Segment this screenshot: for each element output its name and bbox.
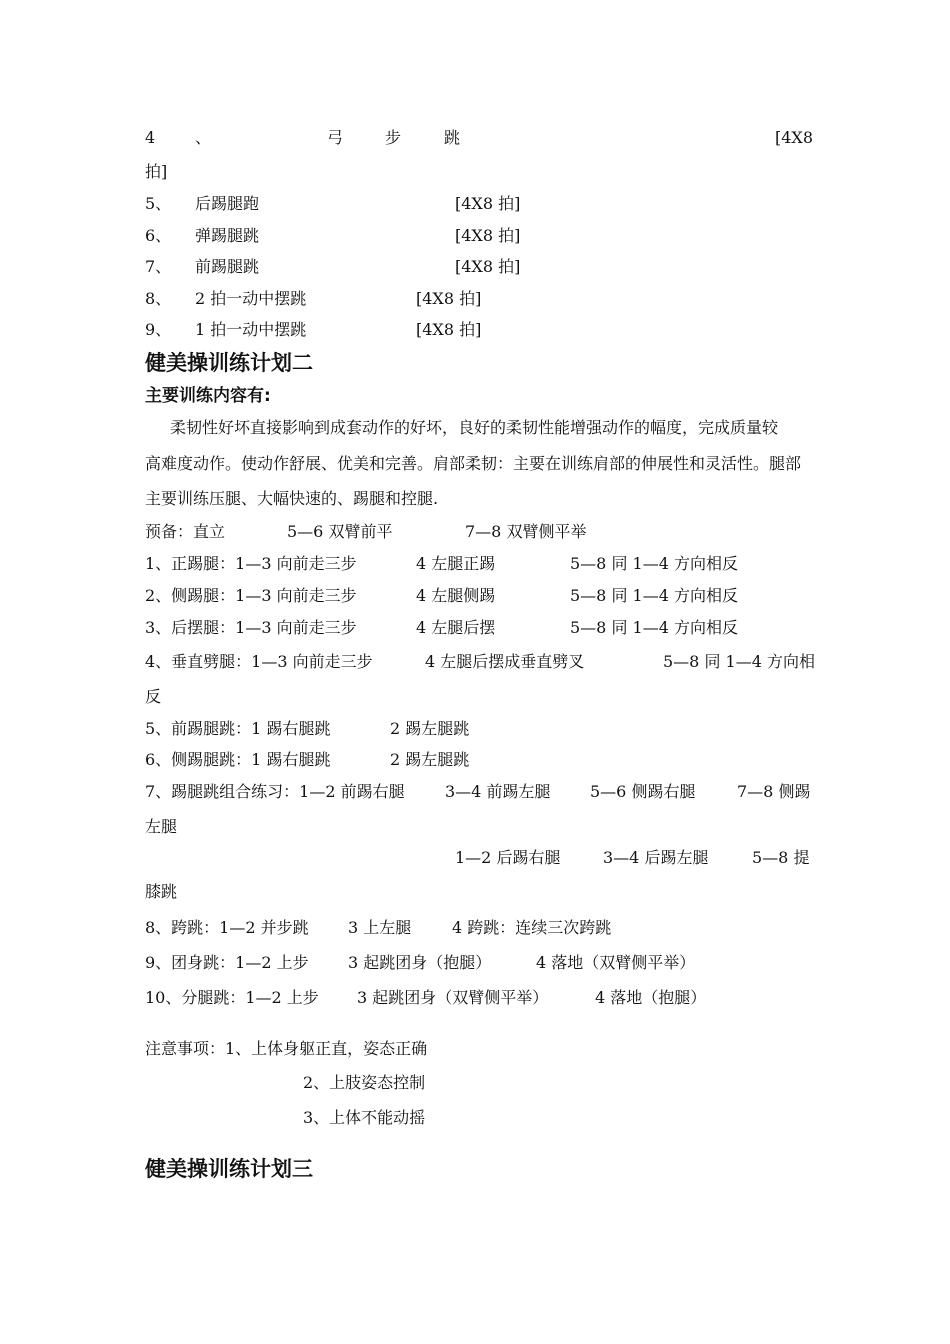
list-item-number: 5、 — [145, 194, 172, 213]
exercise-name: 10、分腿跳：1—2 上步 — [145, 988, 319, 1007]
list-item-number: 6、 — [145, 226, 172, 245]
exercise-name: 2、侧踢腿：1—3 向前走三步 — [145, 586, 357, 605]
exercise-step: 5—6 侧踢右腿 — [590, 782, 696, 801]
prep-label: 预备：直立 — [145, 522, 226, 541]
exercise-step: 4 跨跳：连续三次跨跳 — [452, 918, 612, 937]
list-item-number: 4 — [145, 128, 156, 147]
prep-step: 7—8 双臂侧平举 — [465, 522, 587, 541]
exercise-step: 3 上左腿 — [348, 918, 412, 937]
exercise-step: 1—2 后踢右腿 — [455, 848, 561, 867]
list-item-name: 2 拍一动中摆跳 — [195, 289, 307, 308]
exercise-name: 5、前踢腿跳：1 踢右腿跳 — [145, 719, 331, 738]
list-item-name: 弹踢腿跳 — [195, 226, 260, 245]
list-item-beats: [4X8 — [775, 128, 813, 147]
exercise-step: 2 踢左腿跳 — [390, 719, 470, 738]
list-item-char: 弓 — [327, 128, 344, 147]
list-item-separator: 、 — [195, 128, 212, 147]
list-item-number: 9、 — [145, 320, 172, 339]
exercise-step: 4 左腿后摆成垂直劈叉 — [425, 652, 585, 671]
list-item-name: 后踢腿跑 — [195, 194, 260, 213]
paragraph-line: 主要训练压腿、大幅快速的、踢腿和控腿. — [145, 489, 439, 508]
list-item-name: 1 拍一动中摆跳 — [195, 320, 307, 339]
exercise-step: 4 左腿后摆 — [416, 618, 496, 637]
list-item-beats-wrap: 拍] — [145, 162, 168, 181]
paragraph-line: 高难度动作。使动作舒展、优美和完善。肩部柔韧：主要在训练肩部的伸展性和灵活性。腿部 — [145, 454, 802, 473]
exercise-name: 1、正踢腿：1—3 向前走三步 — [145, 554, 357, 573]
list-item-char: 跳 — [444, 128, 461, 147]
exercise-step-wrap: 反 — [145, 687, 162, 706]
list-item-beats: [4X8 拍] — [455, 226, 521, 245]
section-subheading: 主要训练内容有: — [145, 386, 271, 406]
prep-step: 5—6 双臂前平 — [287, 522, 393, 541]
exercise-name: 8、跨跳：1—2 并步跳 — [145, 918, 309, 937]
exercise-step: 2 踢左腿跳 — [390, 750, 470, 769]
list-item-char: 步 — [385, 128, 402, 147]
exercise-step: 5—8 同 1—4 方向相反 — [570, 586, 738, 605]
exercise-step: 4 落地（双臂侧平举） — [536, 953, 696, 972]
exercise-step: 5—8 同 1—4 方向相反 — [570, 618, 738, 637]
section-heading: 健美操训练计划二 — [145, 351, 313, 375]
exercise-name: 4、垂直劈腿：1—3 向前走三步 — [145, 652, 373, 671]
exercise-step: 3—4 前踢左腿 — [445, 782, 551, 801]
exercise-step: 5—8 同 1—4 方向相 — [663, 652, 815, 671]
exercise-step: 3 起跳团身（抱腿） — [348, 953, 492, 972]
exercise-step: 3—4 后踢左腿 — [603, 848, 709, 867]
paragraph-line: 柔韧性好坏直接影响到成套动作的好坏，良好的柔韧性能增强动作的幅度，完成质量较 — [170, 418, 779, 437]
exercise-step: 7—8 侧踢 — [737, 782, 811, 801]
list-item-name: 前踢腿跳 — [195, 257, 260, 276]
exercise-name: 9、团身跳：1—2 上步 — [145, 953, 309, 972]
list-item-beats: [4X8 拍] — [416, 320, 482, 339]
exercise-step: 3 起跳团身（双臂侧平举） — [357, 988, 549, 1007]
exercise-step: 4 左腿侧踢 — [416, 586, 496, 605]
list-item-number: 8、 — [145, 289, 172, 308]
exercise-step-wrap: 左腿 — [145, 817, 178, 836]
exercise-name: 3、后摆腿：1—3 向前走三步 — [145, 618, 357, 637]
exercise-step: 4 左腿正踢 — [416, 554, 496, 573]
notes-item: 2、上肢姿态控制 — [303, 1073, 426, 1092]
exercise-step: 4 落地（抱腿） — [595, 988, 707, 1007]
exercise-name: 6、侧踢腿跳：1 踢右腿跳 — [145, 750, 331, 769]
notes-item: 3、上体不能动摇 — [303, 1108, 426, 1127]
list-item-beats: [4X8 拍] — [416, 289, 482, 308]
exercise-step-wrap: 膝跳 — [145, 882, 178, 901]
list-item-number: 7、 — [145, 257, 172, 276]
section-heading: 健美操训练计划三 — [145, 1157, 313, 1181]
list-item-beats: [4X8 拍] — [455, 194, 521, 213]
exercise-step: 5—8 同 1—4 方向相反 — [570, 554, 738, 573]
exercise-name: 7、踢腿跳组合练习：1—2 前踢右腿 — [145, 782, 405, 801]
notes-item: 注意事项：1、上体身躯正直，姿态正确 — [145, 1039, 428, 1058]
list-item-beats: [4X8 拍] — [455, 257, 521, 276]
exercise-step: 5—8 提 — [752, 848, 810, 867]
